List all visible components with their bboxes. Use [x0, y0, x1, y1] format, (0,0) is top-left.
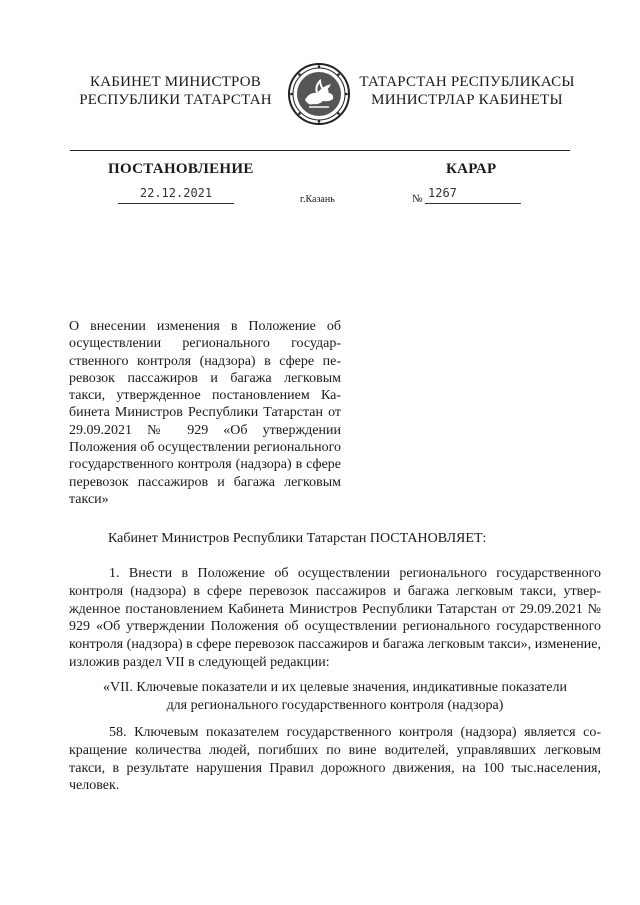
doc-subject: О внесении изменения в Положение об осуществлении регионального государственного контроля (надзора) в сфере перевозок пассажиров и багажа легковым такси, утвержденное постановлением Кабинета Министров Республики Татарстан от 29.09.2021 № 929 «Об утверждении Положения об осуществлении регионального государственного контроля (надзора) в сфере перевозок пассажиров и багажа легковым такси»	[69, 319, 342, 507]
date-underline	[118, 203, 234, 204]
section-vii-title	[69, 679, 601, 715]
issuer-name-tt	[358, 73, 576, 109]
doc-date: 22.12.2021	[139, 186, 213, 200]
number-sign: №	[412, 193, 423, 205]
paragraph-1: 1. Внести в Положение об осуществлении регионального государственного контроля (надзора) в сфере перевозок пассажиров и багажа легковым такси, утвержденное постановлением Кабинета Министров Республики Татарстан от 29.09.2021 № 929 «Об утверждении Положения об осуществлении регионального государственного контроля (надзора) в сфере перевозок пассажиров и багажа легковым такси», изменение, изложив раздел VII в следующей редакции:	[69, 566, 601, 670]
doc-city: г.Казань	[300, 194, 335, 205]
tatarstan-emblem-icon	[287, 62, 351, 126]
issuer-name-ru-line2: РЕСПУБЛИКИ ТАТАРСТАН	[79, 92, 272, 108]
section-vii-title-line1: «VII. Ключевые показатели и их целевые значения, индикативные показатели	[103, 680, 567, 695]
issuer-name-tt-line2: МИНИСТРЛАР КАБИНЕТЫ	[371, 92, 563, 108]
header-divider	[70, 150, 570, 151]
doc-number: 1267	[428, 186, 457, 200]
doc-type-tt: КАРАР	[446, 161, 497, 177]
doc-type-ru: ПОСТАНОВЛЕНИЕ	[108, 161, 254, 177]
resolution-intro: Кабинет Министров Республики Татарстан ПОСТАНОВЛЯЕТ:	[108, 531, 487, 546]
issuer-name-ru	[68, 73, 283, 109]
issuer-name-ru-line1: КАБИНЕТ МИНИСТРОВ	[90, 74, 261, 90]
issuer-name-tt-line1: ТАТАРСТАН РЕСПУБЛИКАСЫ	[359, 74, 575, 90]
section-vii-title-line2: для регионального государственного контроля (надзора)	[166, 697, 504, 713]
number-underline	[425, 203, 521, 204]
paragraph-58: 58. Ключевым показателем государственного контроля (надзора) является сокращение количества людей, погибших по вине водителей, управлявших легковым такси, в результате нарушения Правил дорожного движения, на 100 тыс.населения, человек.	[69, 725, 601, 794]
